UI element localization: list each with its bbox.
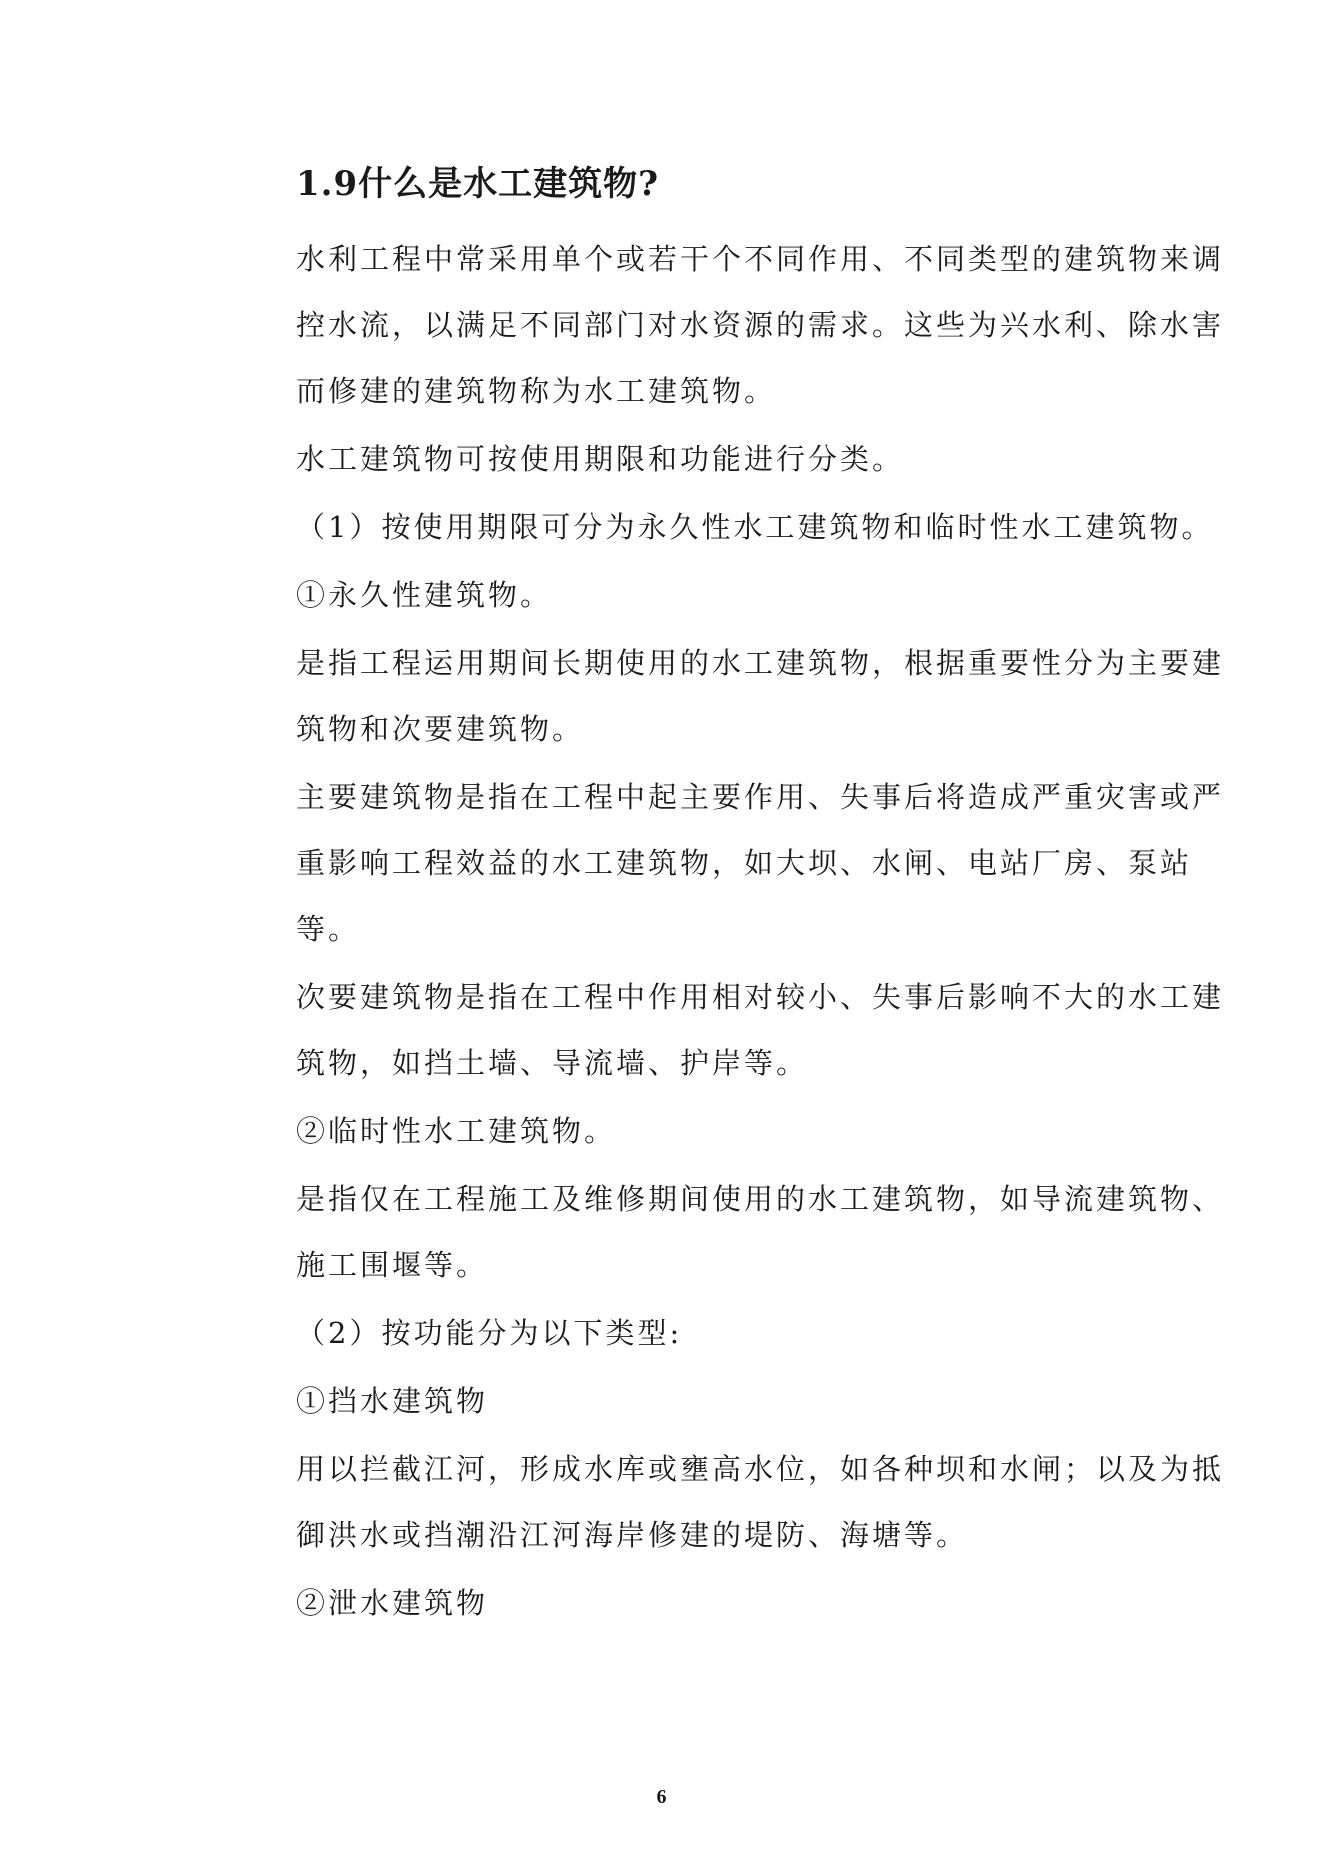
paragraph-temporary-definition: 是指仅在工程施工及维修期间使用的水工建筑物，如导流建筑物、施工围堰等。	[296, 1182, 1225, 1282]
paragraph-classification: 水工建筑物可按使用期限和功能进行分类。	[296, 442, 905, 476]
paragraph-discharge-title: ②泄水建筑物	[296, 1586, 489, 1620]
paragraph-retaining-title: ①挡水建筑物	[296, 1384, 489, 1418]
paragraph-permanent-definition: 是指工程运用期间长期使用的水工建筑物，根据重要性分为主要建筑物和次要建筑物。	[296, 646, 1225, 746]
paragraph-secondary-structures: 次要建筑物是指在工程中作用相对较小、失事后影响不大的水工建筑物，如挡土墙、导流墙、护岸等。	[296, 980, 1225, 1080]
paragraph-by-duration: （1）按使用期限可分为永久性水工建筑物和临时性水工建筑物。	[296, 510, 1214, 544]
section-heading: 1.9什么是水工建筑物?	[296, 164, 660, 204]
paragraph-main-structures: 主要建筑物是指在工程中起主要作用、失事后将造成严重灾害或严重影响工程效益的水工建筑物，如大坝、水闸、电站厂房、泵站等。	[296, 780, 1225, 946]
paragraph-intro: 水利工程中常采用单个或若干个不同作用、不同类型的建筑物来调控水流，以满足不同部门对水资源的需求。这些为兴水利、除水害而修建的建筑物称为水工建筑物。	[296, 242, 1225, 408]
paragraph-permanent-title: ①永久性建筑物。	[296, 578, 553, 612]
paragraph-retaining-definition: 用以拦截江河，形成水库或壅高水位，如各种坝和水闸；以及为抵御洪水或挡潮沿江河海岸修建的堤防、海塘等。	[296, 1452, 1225, 1552]
paragraph-temporary-title: ②临时性水工建筑物。	[296, 1114, 617, 1148]
page-content	[296, 158, 1226, 1638]
paragraph-by-function: （2）按功能分为以下类型:	[296, 1316, 683, 1350]
page-number: 6	[656, 1786, 667, 1808]
